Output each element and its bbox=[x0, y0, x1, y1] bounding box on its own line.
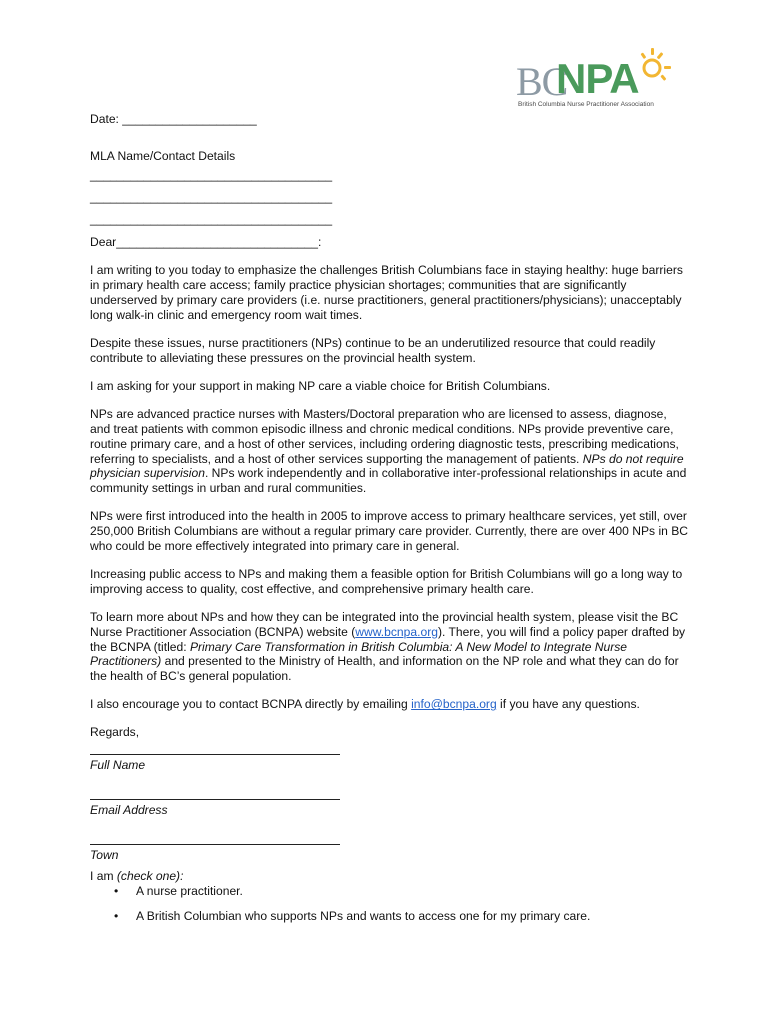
paragraph-1: I am writing to you today to emphasize the challenges British Columbians face in staying healthy: huge barriers in primary health care access; family practice physician shortages; communities that are significantly underserved by primary care providers (i.e. nurse practitioners, general practitioners/physicians); unacceptably long walk-in clinic and emergency room wait times. bbox=[90, 263, 683, 323]
signature-line-town bbox=[90, 830, 340, 845]
email-address-label: Email Address bbox=[90, 803, 168, 817]
paragraph-2: Despite these issues, nurse practitioners (NPs) continue to be an underutilized resource that could readily contribute to alleviating these pressures on the provincial health system. bbox=[90, 336, 656, 365]
paragraph-3: I am asking for your support in making NP care a viable choice for British Columbians. bbox=[90, 378, 551, 393]
mla-blank-line-2: ____________________________________ bbox=[90, 189, 333, 204]
signature-line-full-name bbox=[90, 740, 340, 755]
letter-body bbox=[90, 112, 690, 924]
email-link[interactable]: info@bcnpa.org bbox=[411, 697, 497, 712]
paragraph-6: Increasing public access to NPs and making them a feasible option for British Columbians will go a long way to improving access to quality, cost effective, and comprehensive primary health care. bbox=[90, 566, 683, 596]
mla-label: MLA Name/Contact Details bbox=[90, 148, 236, 163]
full-name-label: Full Name bbox=[90, 758, 146, 773]
paragraph-8: I also encourage you to contact BCNPA directly by emailing info@bcnpa.org if you have any questions. bbox=[90, 697, 640, 712]
logo-bc-text: BC bbox=[516, 59, 568, 104]
option-nurse-practitioner[interactable]: • A nurse practitioner. bbox=[114, 883, 243, 898]
regards-text: Regards, bbox=[90, 725, 140, 740]
bcnpa-logo bbox=[512, 46, 682, 112]
signature-line-email bbox=[90, 785, 340, 800]
logo-npa-text: NPA bbox=[556, 55, 639, 102]
salutation-line: Dear______________________________: bbox=[90, 234, 322, 249]
bullet-icon: • bbox=[114, 908, 119, 923]
check-instruction: I am (check one): bbox=[90, 868, 184, 883]
bcnpa-website-link[interactable]: www.bcnpa.org bbox=[355, 624, 438, 639]
mla-blank-line-3: ____________________________________ bbox=[90, 211, 333, 226]
paragraph-4: NPs are advanced practice nurses with Masters/Doctoral preparation who are licensed to assess, diagnose, and treat patients with common episodic illness and chronic medical conditions. NPs provide preventive care, routine primary care, and a host of other services, including ordering diagnostic tests, prescribing medications, referring to specialists, and a host of other services supporting the management of patients. NPs do not require physician supervision. NPs work independently and in collaborative inter-professional relationships in acute and community settings in urban and rural communities. bbox=[90, 406, 687, 496]
check-options-list bbox=[90, 884, 690, 924]
sun-icon bbox=[638, 46, 672, 82]
date-line: Date: ____________________ bbox=[90, 112, 257, 126]
paragraph-7: To learn more about NPs and how they can be integrated into the provincial health system, please visit the BC Nurse Practitioner Association (BCNPA) website (www.bcnpa.org). There, you will find a policy paper drafted by the BCNPA (titled: Primary Care Transformation in British Columbia: A New Model to Integrate Nurse Practitioners) and presented to the Ministry of Health, and information on the NP role and what they can do for the health of BC’s general population. bbox=[90, 609, 686, 684]
paragraph-5: NPs were first introduced into the health in 2005 to improve access to primary healthcare services, yet still, over 250,000 British Columbians are without a regular primary care provider. Currently, there are over 400 NPs in BC who could be more effectively integrated into primary care in general. bbox=[90, 509, 689, 554]
logo-tagline: British Columbia Nurse Practitioner Association bbox=[518, 101, 654, 108]
emphasis-text: NPs do not require physician supervision bbox=[90, 451, 684, 481]
bullet-icon: • bbox=[114, 883, 119, 898]
option-supporter[interactable]: • A British Columbian who supports NPs and wants to access one for my primary care. bbox=[114, 908, 591, 923]
policy-paper-title: Primary Care Transformation in British Columbia: A New Model to Integrate Nurse Practitioners) bbox=[90, 639, 628, 669]
mla-blank-line-1: ____________________________________ bbox=[90, 167, 333, 182]
town-label: Town bbox=[90, 847, 119, 862]
